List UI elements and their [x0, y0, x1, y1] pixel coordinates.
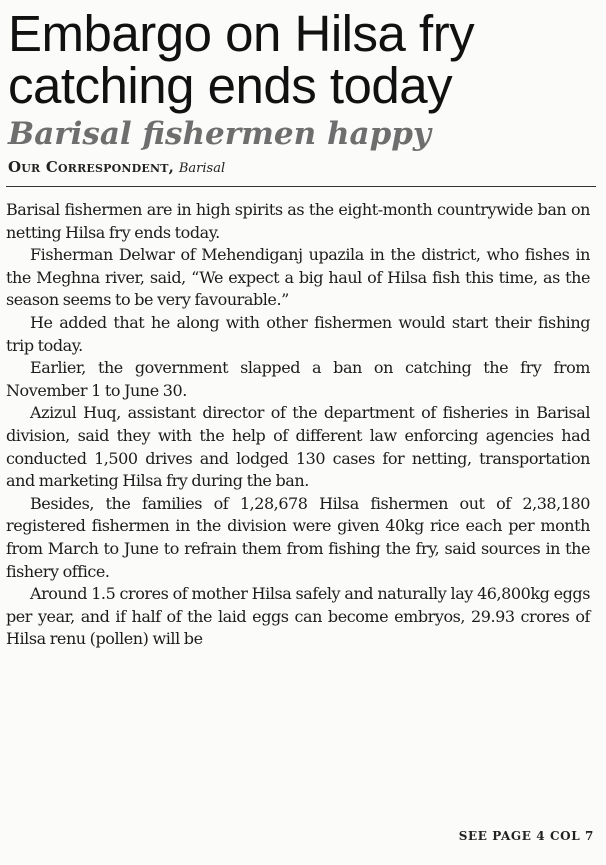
paragraph: Barisal fishermen are in high spirits as the eight-month countrywide ban on netting Hilsa fry ends today.	[6, 200, 590, 242]
paragraph: Around 1.5 crores of mother Hilsa safely and naturally lay 46,800kg eggs per year, and if half of the laid eggs can become embryos, 29.93 crores of Hilsa renu (pollen) will be	[6, 584, 590, 649]
headline-line-1: Embargo on Hilsa fry	[8, 5, 475, 62]
paragraph: Earlier, the government slapped a ban on catching the fry from November 1 to June 30.	[6, 358, 590, 400]
paragraph: Besides, the families of 1,28,678 Hilsa fishermen out of 2,38,180 registered fishermen in the division were given 40kg rice each per month from March to June to refrain them from fishing the fry, said sources in the fishery office.	[6, 493, 590, 581]
headline-line-2: catching ends today	[8, 57, 453, 114]
byline-divider	[6, 186, 596, 187]
paragraph: Azizul Huq, assistant director of the department of fisheries in Barisal division, said they with the help of different law enforcing agencies had conducted 1,500 drives and lodged 130 cases for netting, transportation and marketing Hilsa fry during the ban.	[6, 403, 590, 491]
continuation-jump-line: SEE PAGE 4 COL 7	[458, 829, 594, 843]
byline-place: Barisal	[178, 161, 226, 176]
kicker-subheadline: Barisal fishermen happy	[8, 116, 431, 152]
headline	[6, 5, 598, 114]
byline-name: Our Correspondent,	[8, 158, 175, 176]
paragraph: Fisherman Delwar of Mehendiganj upazila in the district, who fishes in the Meghna river, said, “We expect a big haul of Hilsa fish this time, as the season seems to be very favourable.”	[6, 245, 590, 310]
article-body	[6, 199, 598, 651]
paragraph: He added that he along with other fishermen would start their fishing trip today.	[6, 312, 590, 355]
byline	[8, 157, 598, 179]
